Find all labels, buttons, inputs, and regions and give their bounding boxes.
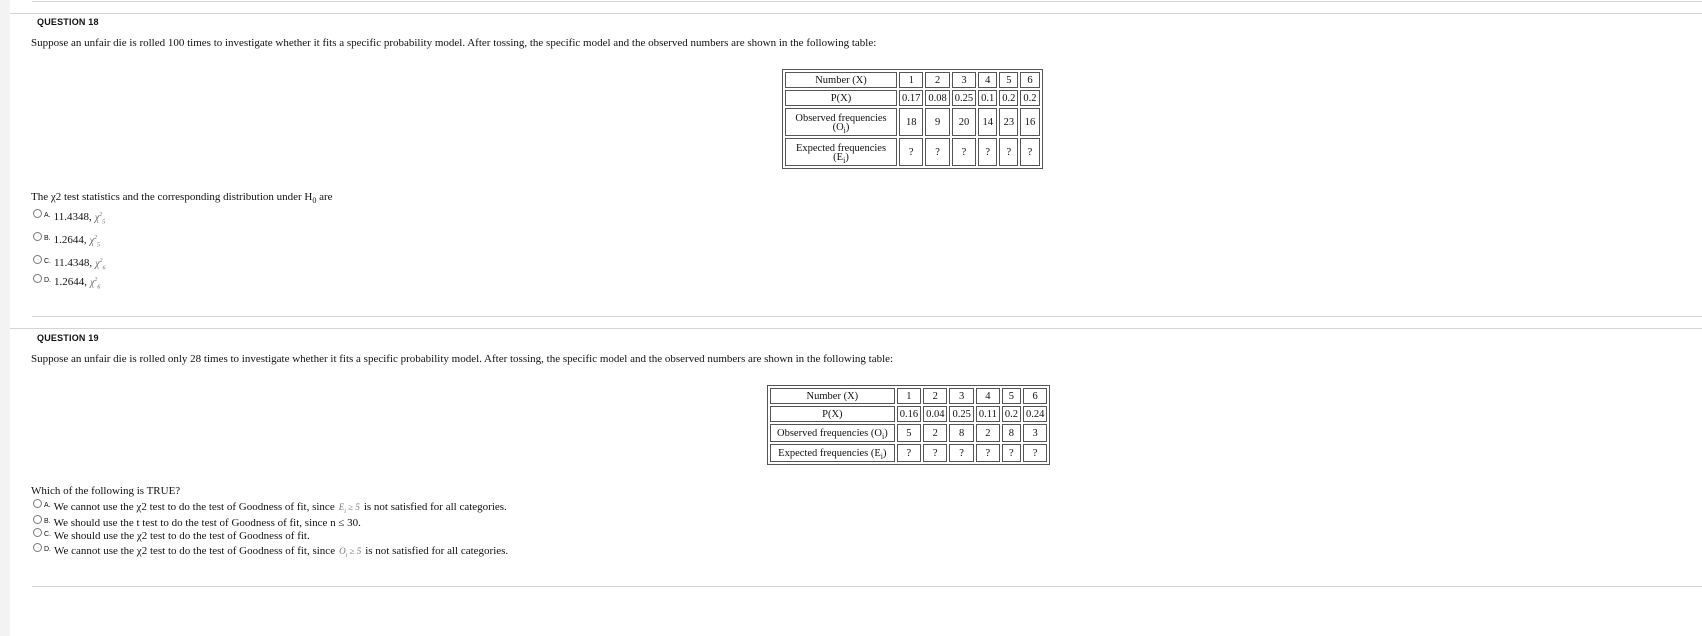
- table-cell: 2: [925, 72, 949, 88]
- table-cell: 2: [976, 424, 1000, 442]
- row-label-observed: Observed frequencies $(O_i)$: [770, 424, 895, 442]
- radio-button[interactable]: [33, 515, 42, 524]
- table-cell: ?: [1002, 444, 1021, 462]
- table-cell: 5: [1002, 388, 1021, 404]
- chi-square-symbol: $\chi^2_6$: [95, 257, 106, 271]
- row-label-expected: Expected frequencies $(E_i)$: [785, 138, 897, 166]
- question-19-prompt: Suppose an unfair die is rolled only 28 times to investigate whether it fits a specific probability model. After tossing, the specific model and the observed numbers are shown in the following table:: [31, 353, 894, 365]
- question-18-heading: QUESTION 18: [37, 17, 99, 27]
- table-cell: 0.25: [952, 90, 976, 106]
- table-row: [785, 108, 1040, 136]
- math-condition: $O_i \ge 5$: [339, 546, 362, 559]
- table-cell: 18: [899, 108, 923, 136]
- radio-button[interactable]: [33, 209, 42, 218]
- table-cell: 1: [899, 72, 923, 88]
- table-cell: ?: [949, 444, 973, 462]
- math-condition: $E_i \ge 5$: [338, 502, 360, 515]
- question-18-table: [782, 69, 1043, 169]
- divider-q18-top: [10, 13, 1702, 14]
- table-cell: 6: [1020, 72, 1039, 88]
- table-cell: 0.17: [899, 90, 923, 106]
- row-label-probability: P(X): [785, 90, 897, 106]
- chi-square-symbol: $\chi^2_6$: [90, 276, 101, 290]
- row-label-observed: Observed frequencies $(O_i)$: [785, 108, 897, 136]
- question-18-stem: The χ2 test statistics and the corresponding distribution under $H_0$ are: [31, 191, 333, 205]
- table-cell: 0.04: [923, 406, 947, 422]
- table-cell: 0.11: [976, 406, 1000, 422]
- table-cell: 14: [978, 108, 997, 136]
- table-cell: 3: [952, 72, 976, 88]
- table-cell: ?: [978, 138, 997, 166]
- table-cell: 2: [923, 388, 947, 404]
- q19-option-d[interactable]: D. We cannot use the χ2 test to do the test of Goodness of fit, since $O_i \ge 5$ is not satisfied for all categories.: [33, 545, 508, 559]
- chi-square-symbol: $\chi^2_5$: [89, 234, 101, 248]
- radio-button[interactable]: [33, 543, 42, 552]
- table-cell: 0.24: [1023, 406, 1047, 422]
- q18-option-a[interactable]: A. 11.4348, $\chi^2_5$: [33, 211, 105, 225]
- table-cell: 5: [897, 424, 921, 442]
- question-18-prompt: Suppose an unfair die is rolled 100 times to investigate whether it fits a specific probability model. After tossing, the specific model and the observed numbers are shown in the following table:: [31, 37, 877, 49]
- table-cell: 0.2: [1020, 90, 1039, 106]
- q19-option-a[interactable]: A. We cannot use the χ2 test to do the test of Goodness of fit, since $E_i \ge 5$ is not satisfied for all categories.: [33, 501, 507, 515]
- divider-q18-bottom: [32, 316, 1702, 317]
- table-cell: ?: [897, 444, 921, 462]
- radio-button[interactable]: [33, 255, 42, 264]
- table-cell: ?: [1023, 444, 1047, 462]
- radio-button[interactable]: [33, 232, 42, 241]
- row-label-expected: Expected frequencies $(E_i)$: [770, 444, 895, 462]
- table-row: [770, 388, 1047, 404]
- row-label-number: Number (X): [770, 388, 895, 404]
- radio-button[interactable]: [33, 528, 42, 537]
- table-cell: 4: [976, 388, 1000, 404]
- divider-q19-bottom: [32, 586, 1702, 587]
- q19-option-b[interactable]: B. We should use the t test to do the test of Goodness of fit, since n ≤ 30.: [33, 517, 361, 529]
- radio-button[interactable]: [33, 499, 42, 508]
- table-cell: 2: [923, 424, 947, 442]
- table-cell: ?: [899, 138, 923, 166]
- table-cell: 0.1: [978, 90, 997, 106]
- divider-top: [32, 1, 1702, 2]
- table-cell: 4: [978, 72, 997, 88]
- q18-option-c[interactable]: C. 11.4348, $\chi^2_6$: [33, 257, 106, 271]
- radio-button[interactable]: [33, 274, 42, 283]
- q18-option-d[interactable]: D. 1.2644, $\chi^2_6$: [33, 276, 100, 290]
- question-19-stem: Which of the following is TRUE?: [31, 485, 181, 497]
- table-cell: 6: [1023, 388, 1047, 404]
- table-row: [770, 424, 1047, 442]
- table-cell: 23: [999, 108, 1018, 136]
- table-cell: 3: [949, 388, 973, 404]
- table-cell: ?: [925, 138, 949, 166]
- table-row: [785, 72, 1040, 88]
- row-label-probability: P(X): [770, 406, 895, 422]
- table-cell: 8: [949, 424, 973, 442]
- table-row: [770, 406, 1047, 422]
- table-cell: 1: [897, 388, 921, 404]
- table-cell: 0.2: [999, 90, 1018, 106]
- table-cell: 5: [999, 72, 1018, 88]
- table-cell: 0.2: [1002, 406, 1021, 422]
- table-cell: 9: [925, 108, 949, 136]
- table-cell: ?: [976, 444, 1000, 462]
- table-cell: 16: [1020, 108, 1039, 136]
- table-cell: 8: [1002, 424, 1021, 442]
- table-row: [785, 90, 1040, 106]
- table-row: [770, 444, 1047, 462]
- row-label-number: Number (X): [785, 72, 897, 88]
- q18-option-b[interactable]: B. 1.2644, $\chi^2_5$: [33, 234, 100, 248]
- table-cell: ?: [923, 444, 947, 462]
- chi-square-symbol: $\chi^2_5$: [94, 211, 106, 225]
- question-19-table: [767, 385, 1050, 465]
- table-cell: ?: [999, 138, 1018, 166]
- q19-option-c[interactable]: C. We should use the χ2 test to do the test of Goodness of fit.: [33, 530, 310, 542]
- table-row: [785, 138, 1040, 166]
- question-19-heading: QUESTION 19: [37, 333, 99, 343]
- table-cell: 0.08: [925, 90, 949, 106]
- table-cell: ?: [1020, 138, 1039, 166]
- table-cell: 3: [1023, 424, 1047, 442]
- left-gutter: [0, 0, 10, 636]
- table-cell: 0.16: [897, 406, 921, 422]
- table-cell: 0.25: [949, 406, 973, 422]
- table-cell: ?: [952, 138, 976, 166]
- divider-q19-top: [10, 328, 1702, 329]
- table-cell: 20: [952, 108, 976, 136]
